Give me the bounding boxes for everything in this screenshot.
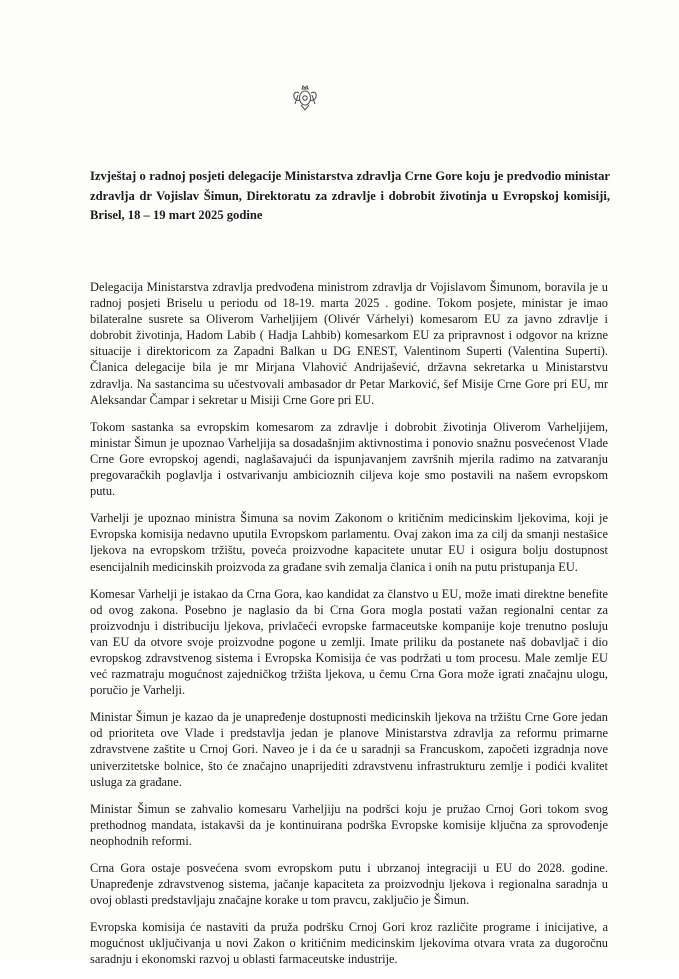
paragraph-eu-support: Evropska komisija će nastaviti da pruža podršku Crnoj Gori kroz različite programe i inicijative, a mogućnost uključivanja u novi Zakon o kritičnim medicinskim ljekovima otvara vrata za dugoročnu saradnju i ekonomski razvoj u oblasti farmaceutske industrije. — [90, 920, 608, 967]
paragraph-minister-priorities: Ministar Šimun je kazao da je unapređenje dostupnosti medicinskih ljekova na tržištu Crne Gore jedan od prioriteta ove Vlade i predstavlja jedan je planove Ministarstva zdravlja za reformu primarne zdravstvene zaštite u Crnoj Gori. Naveo je i da će u saradnji sa Francuskom, započeti izgradnja nove univerzitetske bolnice, što će značajno unaprijediti zdravstvenu infrastrukturu zemlje i podići kvalitet usluga za građane. — [90, 710, 608, 789]
report-title: Izvještaj o radnoj posjeti delegacije Ministarstva zdravlja Crne Gore koju je predvodio ministar zdravlja dr Vojislav Šimun, Direktoratu za zdravlje i dobrobit životinja u Evropskoj komisiji, Brisel, 18 – 19 mart 2025 godine — [90, 169, 610, 222]
paragraph-commissioner-statement: Komesar Varhelji je istakao da Crna Gora, kao kandidat za članstvo u EU, može imati direktne benefite od ovog zakona. Posebno je naglasio da bi Crna Gora mogla postati važan regionalni centar za proizvodnju i distribuciju ljekova, privlačeći evropske farmaceutske kompanije koje trenutno posluju van EU da otvore svoje proizvodne pogone u zemlji. Imate priliku da postanete naš dobavljač i dio evropskog zdravstvenog sistema i Evropska Komisija će vas podržati u tom procesu. Male zemlje EU već razmatraju mogućnost zajedničkog tržišta ljekova, u čemu Crna Gora može igrati značajnu ulogu, poručio je Varhelji. — [90, 586, 608, 698]
paragraph-critical-medicines-act: Varhelji je upoznao ministra Šimuna sa novim Zakonom o kritičnim medicinskim ljekovima, koji je Evropska komisija nedavno uputila Evropskom parlamentu. Ovaj zakon ima za cilj da smanji nestašice ljekova na evropskom tržištu, poveća proizvodne kapacitete unutar EU i osigura bolju dostupnost esencijalnih medicinskih proizvoda za građane svih zemalja članica i onih na putu pristupanja EU. — [90, 511, 608, 574]
paragraph-meeting-varhelyi: Tokom sastanka sa evropskim komesarom za zdravlje i dobrobit životinja Oliverom Varheljijem, ministar Šimun je upoznao Varheljija sa dosadašnjim aktivnostima i ponovio snažnu posvećenost Vlade Crne Gore evropskoj agendi, naglašavajući da ispunjavanjem završnih mjerila radimo na zatvaranju pregovaračkih poglavlja i ostvarivanju ambicioznih ciljeva koje smo postavili na našem evropskom putu. — [90, 419, 608, 499]
paragraph-thanks: Ministar Šimun se zahvalio komesaru Varheljiju na podršci koju je pružao Crnoj Gori tokom svog prethodnog mandata, istakavši da je kontinuirana podrška Evropske komisije ključna za sprovođenje neophodnih reformi. — [90, 801, 608, 848]
report-body — [90, 279, 608, 979]
coat-of-arms-icon — [290, 84, 320, 112]
paragraph-eu-path: Crna Gora ostaje posvećena svom evropskom putu i ubrzanoj integraciji u EU do 2028. godine. Unapređenje zdravstvenog sistema, jačanje kapaciteta za proizvodnju ljekova i regionalna saradnja u ovoj oblasti predstavljaju značajne korake u tom pravcu, zaključio je Šimun. — [90, 861, 608, 908]
paragraph-delegation: Delegacija Ministarstva zdravlja predvođena ministrom zdravlja dr Vojislavom Šimunom, boravila je u radnoj posjeti Briselu u periodu od 18-19. marta 2025 . godine. Tokom posjete, ministar je imao bilateralne susrete sa Oliverom Varheljijem (Olivér Várhelyi) komesarom EU za javno zdravlje i dobrobit životinja, Hadom Labib ( Hadja Lahbib) komesarkom EU za pripravnost i odgovor na krizne situacije i direktoricom za Zapadni Balkan u DG ENEST, Valentinom Superti (Valentina Superti). Članica delegacije bila je mr Mirjana Vlahović Andrijašević, državna sekretarka u Ministarstvu zdravlja. Na sastancima su učestvovali ambasador dr Petar Marković, šef Misije Crne Gore pri EU, mr Aleksandar Čampar i sekretar u Misiji Crne Gore pri EU. — [90, 280, 608, 407]
